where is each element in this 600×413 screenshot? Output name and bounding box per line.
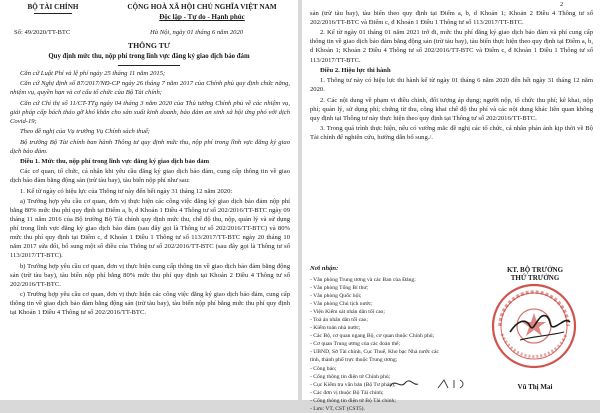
body-paragraph: 1. Kể từ ngày có hiệu lực của Thông tư này đến hết ngày 31 tháng 12 năm 2020: [20,187,233,195]
legal-basis-paragraph: Căn cứ Nghị định số 87/2017/NĐ-CP ngày 26 tháng 7 năm 2017 của Chính phủ quy định chức năng, nhiệm vụ, quyền hạn và cơ cấu tổ chức của Bộ Tài chính; [10,80,290,97]
document-page-2 [302,0,600,412]
document-body [10,69,290,318]
signer-name: Vũ Thị Mai [517,383,553,391]
article-2-heading: Điều 2. Hiệu lực thi hành [320,66,391,74]
legal-basis-paragraph: Theo đề nghị của Vụ trưởng Vụ Chính sách thuế; [20,128,151,136]
handwritten-initials-icon [384,372,474,394]
document-page-1 [0,0,298,400]
recipient-item: - Văn phòng Chủ tịch nước; [310,301,373,308]
body-paragraph: 3. Trong quá trình thực hiện, nếu có vướng mắc đề nghị các tổ chức, cá nhân phản ánh kịp thời về Bộ Tài chính để nghiên cứu, hướng dẫn bổ sung./. [310,125,593,142]
recipient-item: - Cổng thông tin điện tử Bộ Tài chính; [310,397,396,404]
recipient-item: - Toà án nhân dân tối cao; [310,317,368,324]
page-number: 2 [560,1,564,8]
agency-underline [34,13,72,14]
article-1-heading: Điều 1. Mức thu, nộp phí trong lĩnh vực đăng ký giao dịch bảo đảm [20,157,210,165]
document-subject: Quy định mức thu, nộp phí trong lĩnh vực đăng ký giao dịch bảo đảm [48,53,250,60]
recipient-item: - Văn phòng Quốc hội; [310,293,362,300]
handwritten-signature-icon [490,282,578,370]
document-body [310,9,593,143]
enactment-paragraph: Bộ trưởng Bộ Tài chính ban hành Thông tư quy định mức thu, nộp phí trong lĩnh vực đăng ký giao dịch bảo đảm. [10,138,290,155]
signer-title-primary: KT. BỘ TRƯỞNG [506,266,564,274]
body-paragraph: sản (trừ tàu bay), tàu biển theo quy định tại Điểm a, b, d Khoản 1; Khoản 2 Điều 4 Thông tư số 202/2016/TT-BTC và Điểm c, đ Khoản 1 Điều 1 Thông tư số 113/2017/TT-BTC. [310,10,593,27]
body-paragraph: 2. Kể từ ngày 01 tháng 01 năm 2021 trở đi, mức thu phí đăng ký giao dịch bảo đảm và phí cung cấp thông tin về giao dịch bảo đảm bằng động sản (trừ tàu bay), tàu biển thực hiện theo quy định tại Điểm a, b, d Khoản 1; Khoản 2 Điều 4 Thông tư số 202/2016/TT-BTC và Điểm c, đ Khoản 1 Điều 1 Thông tư số 113/2017/TT-BTC. [310,29,593,64]
recipient-item: - Các Bộ, cơ quan ngang Bộ, cơ quan thuộc Chính phủ; [310,333,435,340]
body-paragraph: 1. Thông tư này có hiệu lực thi hành kể từ ngày 01 tháng 6 năm 2020 đến hết ngày 31 tháng 12 năm 2020. [310,77,593,94]
issuing-agency: BỘ TÀI CHÍNH [27,3,79,11]
signer-title-secondary: THỨ TRƯỞNG [510,274,560,282]
subject-underline [118,65,180,66]
signature-block [474,266,596,391]
recipient-item: - Cổng thông tin điện tử Chính phủ; [310,373,391,380]
national-title: CỘNG HOÀ XÃ HỘI CHỦ NGHĨA VIỆT NAM [127,3,277,11]
recipient-item: - Văn phòng Tổng Bí thư; [310,285,368,292]
national-motto: Độc lập - Tự do - Hạnh phúc [159,13,245,21]
recipient-item: - Văn phòng Trung ương và các Ban của Đảng; [310,277,416,283]
recipient-item: - Các đơn vị thuộc Bộ Tài chính; [310,389,384,396]
recipient-item: - Cục Kiểm tra văn bản (Bộ Tư pháp); [310,381,396,388]
recipient-item: tỉnh, thành phố trực thuộc Trung ương; [310,357,398,364]
recipient-item: - UBND, Sở Tài chính, Cục Thuế, Kho bạc Nhà nước các [310,349,439,356]
recipient-item: - Công báo; [310,365,337,372]
body-paragraph: 2. Các nội dung về phạm vi điều chỉnh, đối tượng áp dụng; người nộp, tổ chức thu phí; kê khai, nộp phí; quản lý, sử dụng phí; chứng từ thu, công khai chế độ thu phí và các nội dung khác liên quan không quy định tại Thông tư này thực hiện theo quy định tại Thông tư số 202/2016/TT-BTC. [310,96,593,122]
body-paragraph: b) Trường hợp yêu cầu cơ quan, đơn vị thực hiện cung cấp thông tin về giao dịch bảo đảm bằng động sản (trừ tàu bay), tàu biển nộp phí bằng 80% mức thu phí quy định tại Khoản 2 Điều 4 Thông tư số 202/2016/TT-BTC. [10,262,290,288]
body-paragraph: Các cơ quan, tổ chức, cá nhân khi yêu cầu đăng ký giao dịch bảo đảm, cung cấp thông tin về giao dịch bảo đảm bằng động sản (trừ tàu bay), tàu biển nộp phí như sau: [10,168,290,185]
recipient-item: - Cơ quan Trung ương của các đoàn thể; [310,341,401,348]
national-header [112,2,292,22]
document-number: Số: 49/2020/TT-BTC [14,29,71,36]
recipient-item: - Kiểm toán nhà nước; [310,325,361,332]
legal-basis-paragraph: Căn cứ Chỉ thị số 11/CT-TTg ngày 04 tháng 3 năm 2020 của Thủ tướng Chính phủ về các nhiệm vụ, giải pháp cấp bách tháo gỡ khó khăn cho sản xuất kinh doanh, bảo đảm an sinh xã hội ứng phó với dịch Covid-19; [10,99,290,125]
body-paragraph: c) Trường hợp yêu cầu cơ quan, đơn vị thực hiện các công việc đăng ký giao dịch bảo đảm, cung cấp thông tin về giao dịch bảo đảm bằng động sản (trừ tàu bay), tàu biển nộp phí bằng mức thu phí quy định tại Khoản 1 Điều 4 Thông tư số 202/2016/TT-BTC. [10,291,290,317]
recipient-item: - Viện Kiểm sát nhân dân tối cao; [310,309,385,316]
document-type: THÔNG TƯ [127,41,171,50]
recipients-heading: Nơi nhận: [310,265,339,272]
body-paragraph: a) Trường hợp yêu cầu cơ quan, đơn vị thực hiện các công việc đăng ký giao dịch bảo đảm nộp phí bằng 80% mức thu phí quy định tại Điểm a, b, d Khoản 1 Điều 4 Thông tư số 202/2016/TT-BTC ngày 09 tháng 11 năm 2016 của Bộ trưởng Bộ Tài chính quy định mức thu, chế độ thu, nộp, quản lý và sử dụng phí trong lĩnh vực đăng ký giao dịch bảo đảm (sau đây gọi là Thông tư số 202/2016/TT-BTC) và 80% mức thu phí quy định tại Điểm c, đ Khoản 1 Điều 1 Thông tư số 113/2017/TT-BTC ngày 20 tháng 10 năm 2017 sửa đổi, bổ sung một số điều của Thông tư số 202/2016/TT-BTC (sau đây gọi là Thông tư số 113/2017/TT-BTC). [10,197,290,260]
issue-date: Hà Nội, ngày 01 tháng 6 năm 2020 [150,29,244,36]
recipient-item: - Lưu: VT, CST (CST5). [310,405,365,412]
legal-basis-paragraph: Căn cứ Luật Phí và lệ phí ngày 25 tháng 11 năm 2015; [20,70,166,77]
